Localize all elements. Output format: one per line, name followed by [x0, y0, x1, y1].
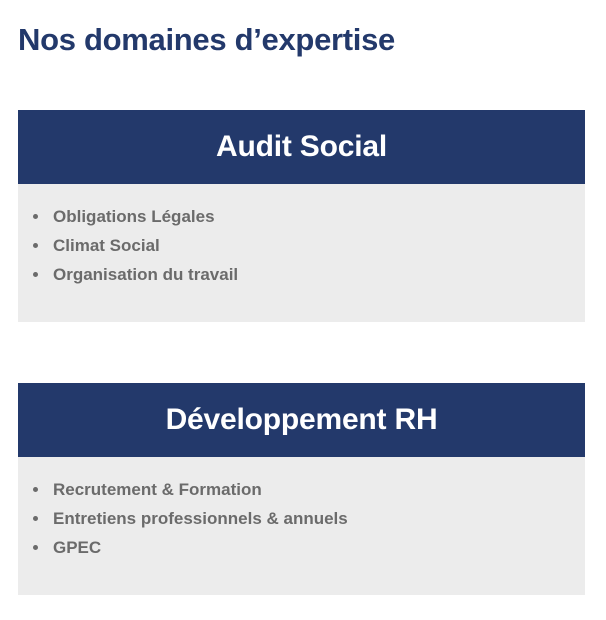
list-item-label: Obligations Légales [53, 207, 215, 226]
list-item [18, 475, 585, 504]
card-list [18, 184, 585, 289]
bullet-icon [33, 516, 38, 521]
card-title: Développement RH [165, 403, 438, 436]
card-title: Audit Social [216, 130, 387, 163]
card-list [18, 457, 585, 562]
bullet-icon [33, 214, 38, 219]
card-audit-social [18, 110, 585, 322]
list-item [18, 533, 585, 562]
list-item-label: Recrutement & Formation [53, 480, 262, 499]
card-header [18, 110, 585, 184]
card-header [18, 383, 585, 457]
bullet-icon [33, 487, 38, 492]
card-developpement-rh [18, 383, 585, 595]
list-item [18, 260, 585, 289]
list-item [18, 202, 585, 231]
bullet-icon [33, 243, 38, 248]
list-item-label: GPEC [53, 538, 102, 557]
bullet-icon [33, 272, 38, 277]
page-title: Nos domaines d’expertise [18, 22, 395, 57]
list-item [18, 504, 585, 533]
list-item-label: Organisation du travail [53, 265, 239, 284]
list-item-label: Entretiens professionnels & annuels [53, 509, 348, 528]
list-item [18, 231, 585, 260]
list-item-label: Climat Social [53, 236, 160, 255]
bullet-icon [33, 545, 38, 550]
